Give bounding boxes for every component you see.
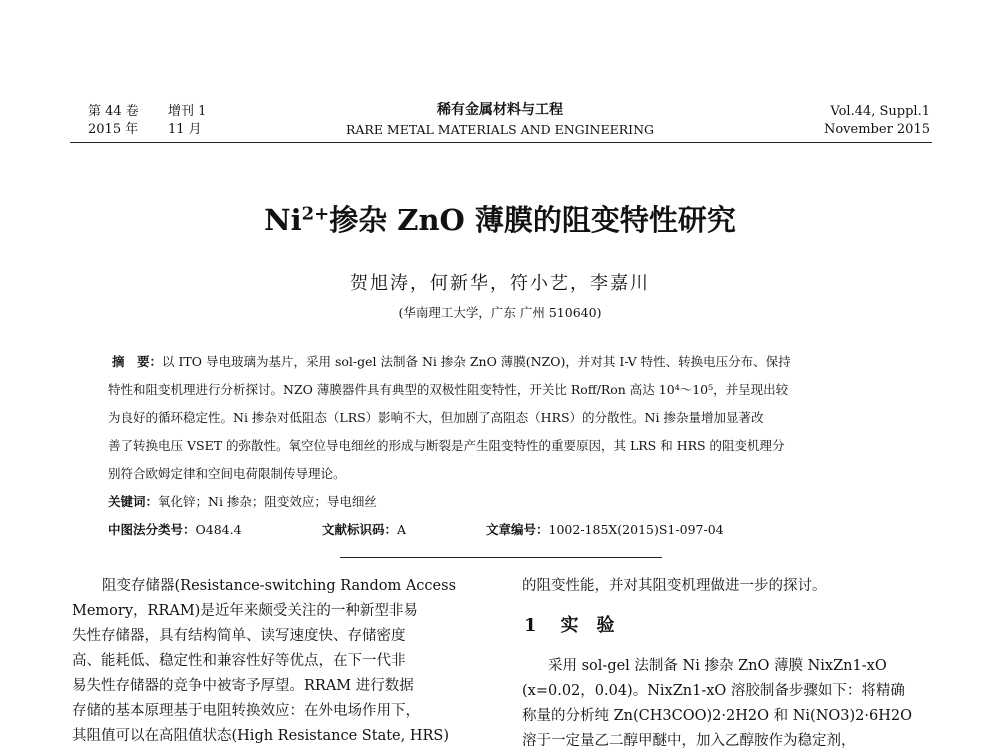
- abstract-divider: [340, 557, 662, 558]
- paper-title: [0, 200, 1000, 240]
- abstract-line-5: 别符合欧姆定律和空间电荷限制传导理论。: [108, 466, 346, 481]
- right-column-line-4: 溶于一定量乙二醇甲醚中，加入乙醇胺作为稳定剂，: [522, 733, 856, 749]
- header-rule: [70, 142, 932, 143]
- right-column-line-1: 采用 sol-gel 法制备 Ni 掺杂 ZnO 薄膜 NixZn1-xO: [548, 658, 887, 674]
- left-column-line-2: Memory，RRAM)是近年来颇受关注的一种新型非易: [72, 603, 418, 619]
- left-column-line-3: 失性存储器，具有结构简单、读写速度快、存储密度: [72, 628, 406, 644]
- journal-title-cn: 稀有金属材料与工程: [437, 102, 563, 118]
- abstract-line-3: 为良好的循环稳定性。Ni 掺杂对低阻态（LRS）影响不大，但加剧了高阻态（HRS）的分散性。Ni 掺杂量增加显著改: [108, 410, 764, 425]
- keywords: [108, 494, 377, 510]
- keywords-text: 氧化锌；Ni 掺杂；阻变效应；导电细丝: [158, 494, 377, 509]
- right-column-line-3: 称量的分析纯 Zn(CH3COO)2·2H2O 和 Ni(NO3)2·6H2O: [522, 708, 912, 724]
- article-number: 文章编号：1002-185X(2015)S1-097-04: [486, 522, 724, 537]
- section-title: 实 验: [560, 615, 615, 636]
- abstract-line-2: 特性和阻变机理进行分析探讨。NZO 薄膜器件具有典型的双极性阻变特性，开关比 Roff/Ron 高达 10⁴～10⁵，并呈现出较: [108, 382, 789, 397]
- header-volume-cn: 第 44 卷: [88, 104, 139, 119]
- header-volume-en: Vol.44, Suppl.1: [830, 104, 930, 119]
- document-code: 文献标识码：A: [322, 522, 407, 537]
- title-superscript: 2+: [301, 203, 330, 225]
- left-column-line-1: 阻变存储器(Resistance-switching Random Access: [102, 578, 457, 594]
- left-column-line-5: 易失性存储器的竞争中被寄予厚望。RRAM 进行数据: [72, 678, 414, 694]
- left-column-line-6: 存储的基本原理基于电阻转换效应：在外电场作用下，: [72, 703, 420, 719]
- abstract-line-4: 善了转换电压 VSET 的弥散性。氧空位导电细丝的形成与断裂是产生阻变特性的重要原因，其 LRS 和 HRS 的阻变机理分: [108, 438, 785, 453]
- header-date-en: November 2015: [823, 122, 930, 137]
- journal-title-en: RARE METAL MATERIALS AND ENGINEERING: [345, 122, 655, 137]
- right-column-line-2: (x=0.02，0.04)。NixZn1-xO 溶胶制备步骤如下：将精确: [522, 683, 905, 699]
- header-month-cn: 11 月: [168, 122, 202, 137]
- keywords-label: 关键词：: [108, 494, 159, 509]
- left-column-line-4: 高、能耗低、稳定性和兼容性好等优点，在下一代非: [72, 653, 406, 669]
- header-supplement-cn: 增刊 1: [168, 104, 207, 119]
- section-number: 1: [524, 615, 537, 636]
- title-rest: 掺杂 ZnO 薄膜的阻变特性研究: [329, 203, 736, 237]
- section-heading: [524, 614, 615, 638]
- left-column-line-7: 其阻值可以在高阻值状态(High Resistance State, HRS): [72, 728, 449, 744]
- abstract-line-1: 摘 要：以 ITO 导电玻璃为基片，采用 sol-gel 法制备 Ni 掺杂 ZnO 薄膜(NZO)，并对其 I-V 特性、转换电压分布、保持: [112, 354, 791, 369]
- right-column-first-line: 的阻变性能，并对其阻变机理做进一步的探讨。: [522, 578, 827, 594]
- authors: 贺旭涛，何新华，符小艺，李嘉川: [350, 273, 650, 294]
- affiliation: (华南理工大学，广东 广州 510640): [398, 305, 602, 320]
- abstract-label: 摘 要：: [112, 354, 163, 369]
- title-prefix: Ni: [264, 203, 302, 237]
- header-year-cn: 2015 年: [88, 122, 139, 137]
- clc-number: 中图法分类号：O484.4: [108, 522, 242, 537]
